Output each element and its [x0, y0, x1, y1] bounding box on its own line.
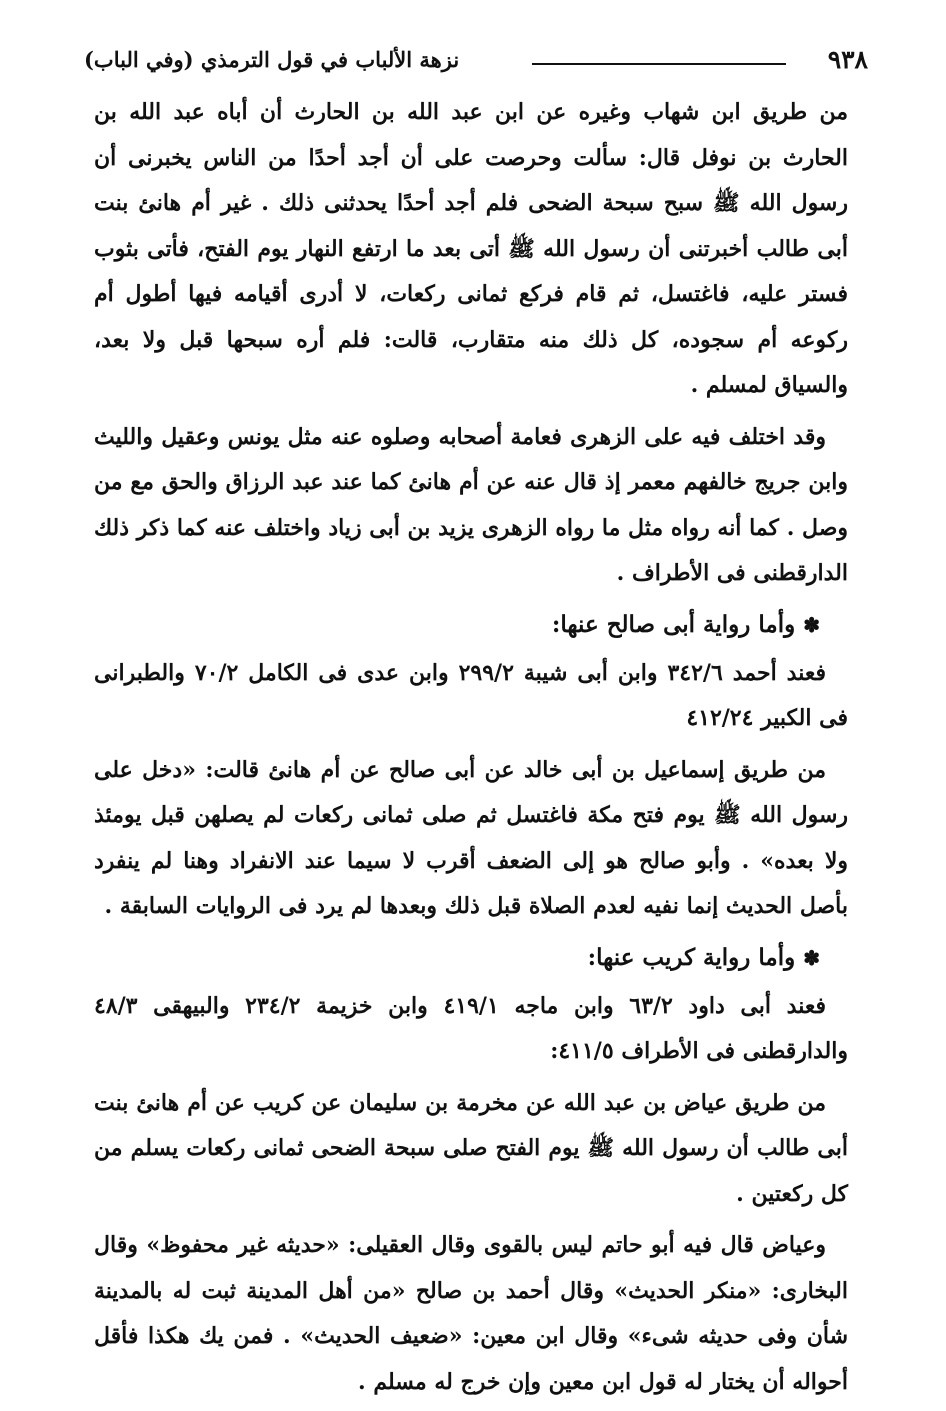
running-title: نزهة الألباب في قول الترمذي (وفي الباب) [84, 47, 460, 72]
paragraph-abu-salih-narration: من طريق إسماعيل بن أبى خالد عن أبى صالح عن أم هانئ قالت: «دخل على رسول الله ﷺ يوم فتح مكة فاغتسل ثم صلى ثمانى ركعات لم يصلهن قبل يومئذ ولا بعده» . وأبو صالح هو إلى الضعف أقرب لا سيما عند الانفراد وهنا لم ينفرد بأصل الحديث إنما نفيه لعدم الصلاة قبل ذلك وبعدها لم يرد فى الروايات السابقة . [94, 756, 848, 919]
star-icon: ✽ [803, 945, 820, 970]
paragraph-kurayb-narration: من طريق عياض بن عبد الله عن مخرمة بن سليمان عن كريب عن أم هانئ بنت أبى طالب أن رسول الله ﷺ يوم الفتح صلى سبحة الضحى ثمانى ركعات يسلم من كل ركعتين . [94, 1089, 848, 1207]
paragraph-zuhri-disagreement: وقد اختلف فيه على الزهرى فعامة أصحابه وصلوه عنه مثل يونس وعقيل والليث وابن جريج خالفهم معمر إذ قال عنه عن أم هانئ كما عند عبد الرزاق والحق مع من وصل . كما أنه رواه مثل ما رواه الزهرى يزيد بن أبى زياد واختلف عنه كما ذكر ذلك الدارقطنى فى الأطراف . [94, 423, 848, 586]
heading-text: وأما رواية أبى صالح عنها: [551, 610, 796, 638]
star-icon: ✽ [803, 612, 820, 637]
paragraph-kurayb-sources: فعند أبى داود ٦٣/٢ وابن ماجه ٤١٩/١ وابن خزيمة ٢٣٤/٢ والبيهقى ٤٨/٣ والدارقطنى فى الأطراف ٤١١/٥: [94, 992, 848, 1064]
paragraph-abu-salih-sources: فعند أحمد ٣٤٢/٦ وابن أبى شيبة ٢٩٩/٢ وابن عدى فى الكامل ٧٠/٢ والطبرانى فى الكبير ٤١٢/٢٤ [94, 659, 848, 731]
header-rule [532, 63, 786, 65]
page-header [84, 44, 868, 78]
section-heading-kurayb [94, 936, 848, 980]
heading-text: وأما رواية كريب عنها: [587, 943, 796, 971]
page-number: ٩٣٨ [827, 45, 868, 74]
section-heading-abu-salih [94, 603, 848, 647]
paragraph-iyad-criticism: وعياض قال فيه أبو حاتم ليس بالقوى وقال العقيلى: «حديثه غير محفوظ» وقال البخارى: «منكر الحديث» وقال أحمد بن صالح «من أهل المدينة ثبت له بالمدينة شأن وفى حديثه شىء» وقال ابن معين: «ضعيف الحديث» . فمن يك هكذا فأقل أحواله أن يختار له قول ابن معين وإن خرج له مسلم . [94, 1232, 848, 1395]
page-body [94, 90, 848, 1411]
paragraph-ibn-shihab-narration: من طريق ابن شهاب وغيره عن ابن عبد الله بن الحارث أن أباه عبد الله بن الحارث بن نوفل قال: سألت وحرصت على أن أجد أحدًا من الناس يخبرنى أن رسول الله ﷺ سبح سبحة الضحى فلم أجد أحدًا يحدثنى ذلك . غير أم هانئ بنت أبى طالب أخبرتنى أن رسول الله ﷺ أتى بعد ما ارتفع النهار يوم الفتح، فأتى بثوب فستر عليه، فاغتسل، ثم قام فركع ثمانى ركعات، لا أدرى أقيامه فيها أطول أم ركوعه أم سجوده، كل ذلك منه متقارب، قالت: فلم أره سبحها قبل ولا بعد، والسياق لمسلم . [94, 99, 848, 398]
